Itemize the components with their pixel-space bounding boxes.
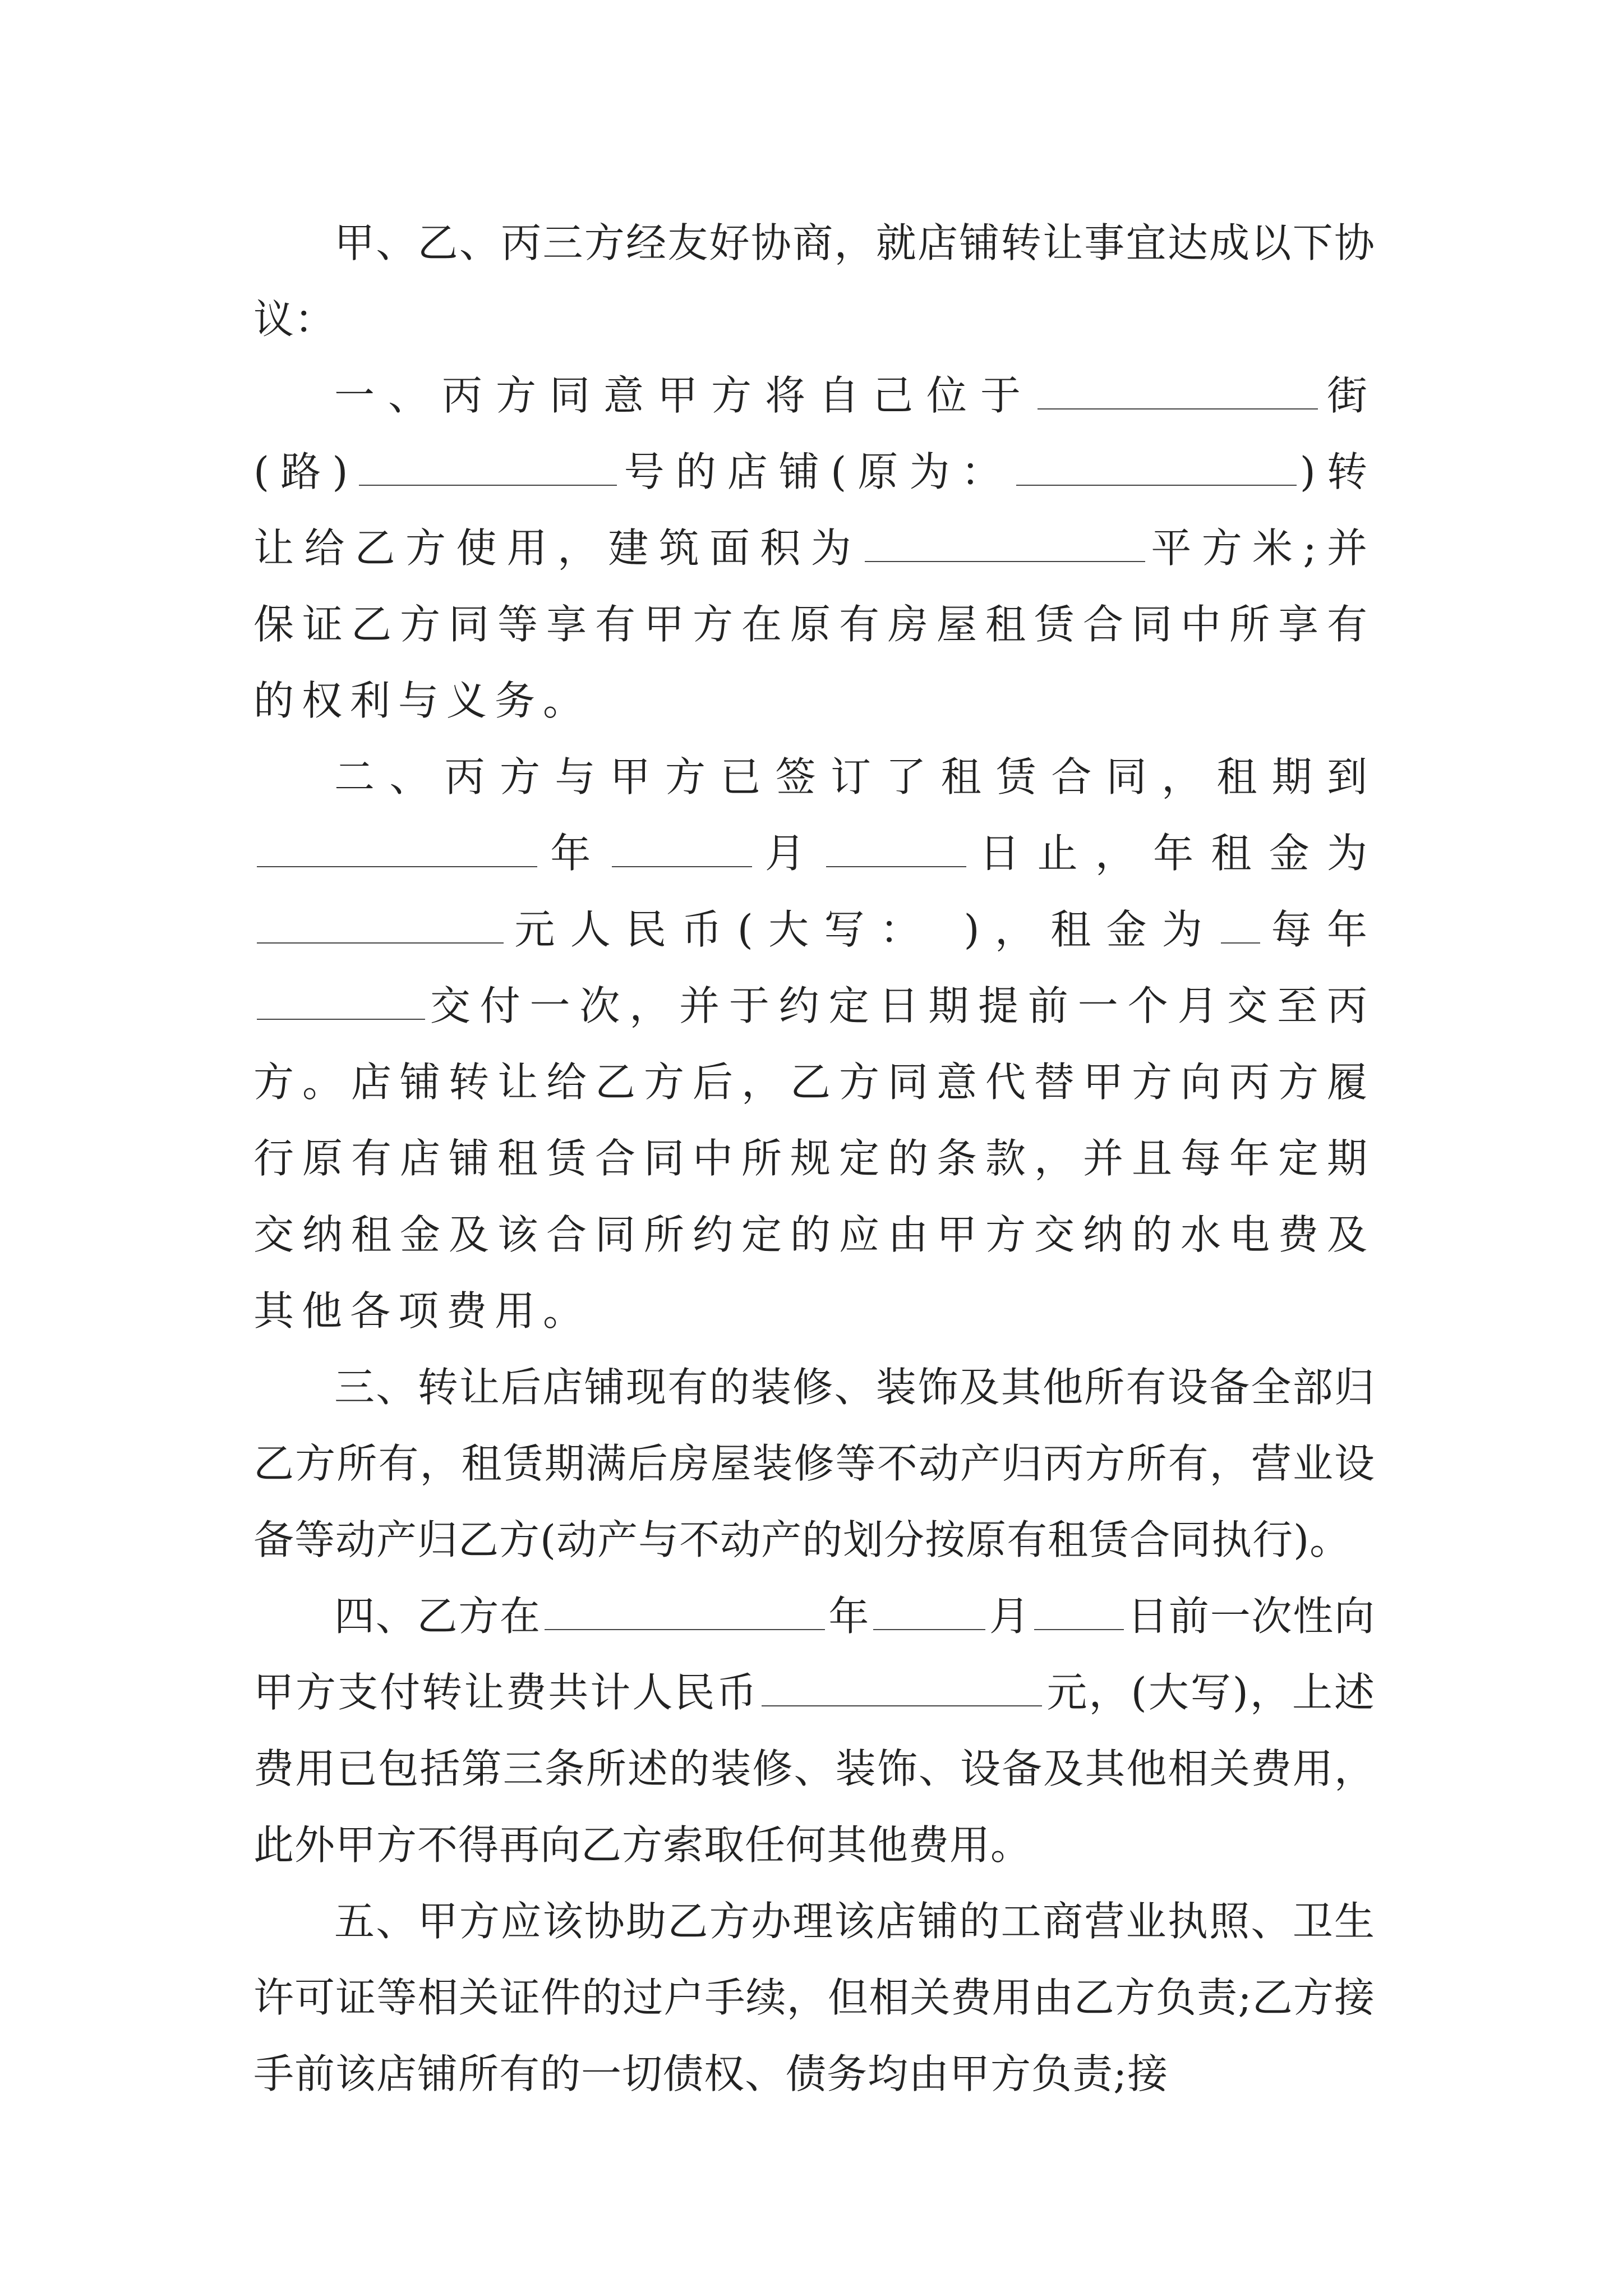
paragraph-clause-4	[253, 1578, 1375, 1883]
annual-rent-blank	[257, 909, 504, 944]
paragraph-clause-1	[253, 357, 1375, 739]
clause-2-text-a: 二、丙方与甲方已签订了租赁合同，租期到	[334, 753, 1375, 800]
former-name-blank	[1016, 451, 1297, 486]
clause-4-text-b: 年	[828, 1593, 870, 1640]
clause-1-text-e: 平方米;并保证乙方同等享有甲方在原有房屋租赁合同中所享有的权利与义务。	[253, 524, 1375, 724]
lease-month-blank	[612, 832, 752, 867]
clause-2-text-f: 每年	[1264, 906, 1375, 953]
payment-period-blank	[257, 985, 425, 1020]
clause-2-text-e: 元人民币(大写： )，租金为	[507, 906, 1218, 953]
clause-3-text: 三、转让后店铺现有的装修、装饰及其他所有设备全部归乙方所有，租赁期满后房屋装修等不动产归丙方所有，营业设备等动产归乙方(动产与不动产的划分按原有租赁合同执行)。	[253, 1364, 1375, 1563]
paragraph-clause-5	[253, 1883, 1375, 2112]
clause-1-text-b: 街(路)	[253, 372, 1375, 495]
clause-2-text-g: 交付一次，并于约定日期提前一个月交至丙方。店铺转让给乙方后，乙方同意代替甲方向丙方履行原有店铺租赁合同中所规定的条款，并且每年定期交纳租金及该合同所约定的应由甲方交纳的水电费及其他各项费用。	[253, 982, 1375, 1335]
clause-2-text-d: 日止，年租金为	[970, 830, 1375, 877]
clause-4-text-c: 月	[989, 1593, 1031, 1640]
clause-4-text-d: 日前一次性向甲方支付转让费共计人民币	[253, 1593, 1375, 1716]
paragraph-clause-3	[253, 1349, 1375, 1578]
clause-4-text-e: 元，(大写)，上述费用已包括第三条所述的装修、装饰、设备及其他相关费用，此外甲方不得再向乙方索取任何其他费用。	[253, 1669, 1375, 1869]
clause-4-text-a: 四、乙方在	[334, 1593, 541, 1640]
paragraph-intro	[253, 205, 1375, 357]
clause-1-text-d: )转让给乙方使用，建筑面积为	[253, 448, 1375, 572]
number-blank	[359, 451, 617, 486]
clause-1-text-a: 一、丙方同意甲方将自己位于	[334, 372, 1034, 419]
payment-year-blank	[545, 1595, 825, 1630]
clause-2-text-b: 年	[541, 830, 608, 877]
payment-month-blank	[873, 1595, 985, 1630]
lease-year-blank	[257, 832, 537, 867]
clause-5-text: 五、甲方应该协助乙方办理该店铺的工商营业执照、卫生许可证等相关证件的过户手续，但相关费用由乙方负责;乙方接手前该店铺所有的一切债权、债务均由甲方负责;接	[253, 1898, 1375, 2097]
payment-day-blank	[1034, 1595, 1124, 1630]
street-blank	[1038, 375, 1318, 409]
contract-body	[253, 205, 1375, 2112]
area-blank	[865, 527, 1145, 562]
paragraph-clause-2	[253, 739, 1375, 1349]
intro-text: 甲、乙、丙三方经友好协商，就店铺转让事宜达成以下协议：	[253, 219, 1375, 343]
payment-period-blank-pre	[1221, 909, 1260, 944]
transfer-fee-blank	[762, 1672, 1042, 1706]
clause-2-text-c: 月	[755, 830, 823, 877]
lease-day-blank	[826, 832, 966, 867]
clause-1-text-c: 号的店铺(原为：	[620, 448, 1013, 495]
